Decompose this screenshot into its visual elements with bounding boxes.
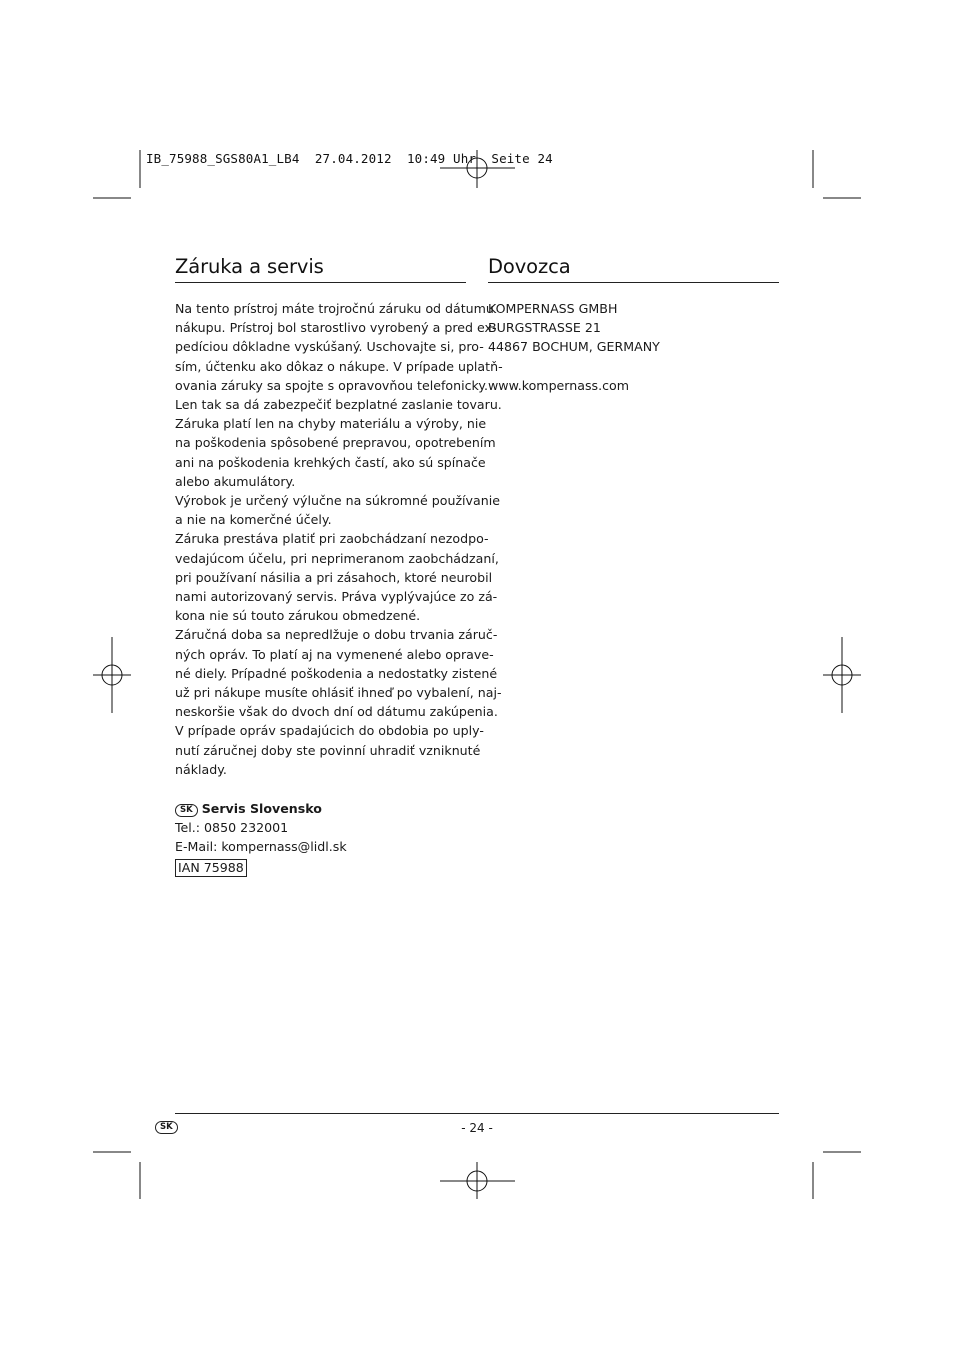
text-line: ani na poškodenia krehkých častí, ako sú spínače xyxy=(175,454,486,470)
text-line: né diely. Prípadné poškodenia a nedostatky zistené xyxy=(175,665,498,681)
registration-mark-bottom xyxy=(440,1162,515,1199)
address-line: 44867 BOCHUM, GERMANY xyxy=(488,339,660,355)
text-line: sím, účtenku ako dôkaz o nákupe. V prípade uplatň- xyxy=(175,358,503,374)
text-line: Len tak sa dá zabezpečiť bezplatné zaslanie tovaru. xyxy=(175,397,502,413)
service-block xyxy=(175,799,347,877)
warranty-text xyxy=(175,299,503,779)
print-slug: IB_75988_SGS80A1_LB4 27.04.2012 10:49 Uhr Seite 24 xyxy=(146,151,553,166)
text-line: Výrobok je určený výlučne na súkromné používanie xyxy=(175,493,500,509)
ian-number: IAN 75988 xyxy=(175,859,247,877)
text-line: nákupu. Prístroj bol starostlivo vyrobený a pred ex- xyxy=(175,320,497,336)
text-line: Na tento prístroj máte trojročnú záruku od dátumu xyxy=(175,301,494,316)
country-badge: SK xyxy=(175,804,198,817)
text-line: Záruka platí len na chyby materiálu a výroby, nie xyxy=(175,416,487,432)
footer-rule xyxy=(175,1113,779,1114)
service-email: E-Mail: kompernass@lidl.sk xyxy=(175,839,347,855)
website-text: www.kompernass.com xyxy=(488,378,629,393)
address-line: KOMPERNASS GMBH xyxy=(488,301,618,316)
text-line: alebo akumulátory. xyxy=(175,473,296,489)
text-line: ovania záruky sa spojte s opravovňou telefonicky. xyxy=(175,377,489,393)
heading-rule xyxy=(175,282,466,283)
text-line: pri používaní násilia a pri zásahoch, ktoré neurobil xyxy=(175,569,493,585)
text-line: na poškodenia spôsobené prepravou, opotrebením xyxy=(175,435,496,451)
text-line: nutí záručnej doby ste povinní uhradiť vzniknuté xyxy=(175,742,481,758)
address-line: BURGSTRASSE 21 xyxy=(488,320,601,336)
section-heading-warranty: Záruka a servis xyxy=(175,255,324,278)
text-line: neskoršie však do dvoch dní od dátumu zakúpenia. xyxy=(175,704,498,720)
text-line: už pri nákupe musíte ohlásiť ihneď po vybalení, naj- xyxy=(175,685,502,701)
text-line: V prípade opráv spadajúcich do obdobia po uply- xyxy=(175,723,484,739)
registration-mark-left xyxy=(93,637,131,713)
text-line: vedajúcom účelu, pri neprimeranom zaobchádzaní, xyxy=(175,550,499,566)
text-line: Záruka prestáva platiť pri zaobchádzaní nezodpo- xyxy=(175,531,489,547)
text-line: pedíciou dôkladne vyskúšaný. Uschovajte si, pro- xyxy=(175,339,484,355)
text-line: a nie na komerčné účely. xyxy=(175,512,332,528)
importer-address xyxy=(488,299,778,357)
text-line: Záručná doba sa nepredlžuje o dobu trvania záruč- xyxy=(175,627,498,643)
importer-web xyxy=(488,376,778,395)
page-number: - 24 - xyxy=(461,1121,493,1135)
registration-mark-right xyxy=(823,637,861,713)
footer-country-badge: SK xyxy=(155,1121,178,1134)
heading-rule xyxy=(488,282,779,283)
text-line: kona nie sú touto zárukou obmedzené. xyxy=(175,608,421,624)
service-phone: Tel.: 0850 232001 xyxy=(175,820,289,836)
section-heading-importer: Dovozca xyxy=(488,255,571,278)
text-line: ných opráv. To platí aj na vymenené alebo oprave- xyxy=(175,646,494,662)
text-line: nami autorizovaný servis. Práva vyplývajúce zo zá- xyxy=(175,589,498,605)
text-line: náklady. xyxy=(175,761,227,777)
service-title: Servis Slovensko xyxy=(201,801,322,816)
